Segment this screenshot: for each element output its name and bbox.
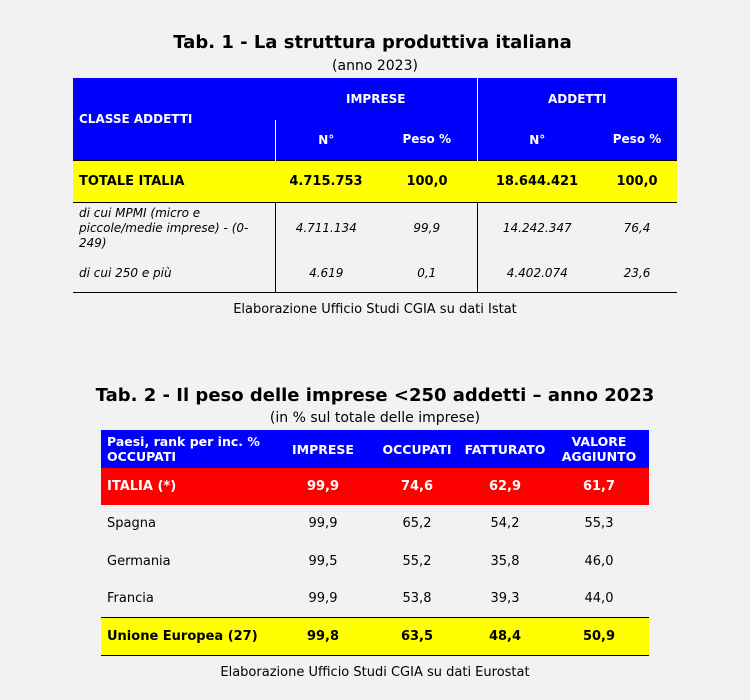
cell-paese: Germania: [107, 553, 171, 569]
cell-addetti-peso: 100,0: [597, 160, 677, 202]
cell-valore-aggiunto: 61,7: [549, 468, 649, 505]
cell-imprese-peso: 99,9: [413, 221, 441, 236]
cell-paese: Unione Europea (27): [101, 617, 273, 655]
cell-fatturato: 62,9: [461, 468, 549, 505]
cell-addetti-peso: 23,6: [597, 254, 677, 292]
table1-source: Elaborazione Ufficio Studi CGIA su dati Istat: [233, 302, 517, 317]
table2-header-row: [101, 430, 649, 468]
header-imprese: IMPRESE: [275, 78, 477, 120]
table2-title: Tab. 2 - Il peso delle imprese <250 addetti – anno 2023: [95, 385, 655, 406]
cell-imprese: 99,9: [308, 590, 338, 606]
cell-occupati: 63,5: [373, 617, 461, 655]
table1-header-row: [73, 78, 677, 120]
cell-imprese-peso: 100,0: [377, 160, 477, 202]
table-row: [101, 617, 649, 655]
row-label: di cui 250 e più: [73, 254, 275, 292]
header-paesi: Paesi, rank per inc. % OCCUPATI: [101, 430, 273, 468]
header-addetti: ADDETTI: [477, 78, 677, 120]
cell-valore-aggiunto: 46,0: [584, 553, 614, 569]
cell-valore-aggiunto: 44,0: [584, 590, 614, 606]
cell-imprese: 99,9: [308, 516, 338, 531]
cell-occupati: 65,2: [402, 516, 432, 531]
table-row: [73, 202, 677, 254]
table2-source: Elaborazione Ufficio Studi CGIA su dati Eurostat: [220, 665, 530, 680]
header-valore-aggiunto: VALORE AGGIUNTO: [549, 430, 649, 468]
cell-fatturato: 39,3: [490, 590, 520, 606]
cell-occupati: 74,6: [373, 468, 461, 505]
header-imprese-n: N°: [275, 120, 377, 160]
row-label: di cui MPMI (micro e piccole/medie imprese) - (0-249): [79, 205, 249, 250]
table-row: [101, 580, 649, 617]
header-addetti-peso: Peso %: [597, 120, 677, 160]
table2-subtitle: (in % sul totale delle imprese): [269, 410, 481, 426]
cell-fatturato: 35,8: [490, 553, 520, 569]
cell-addetti-n: 4.402.074: [477, 254, 597, 292]
cell-paese: ITALIA (*): [101, 468, 273, 505]
header-addetti-n: N°: [477, 120, 597, 160]
cell-fatturato: 48,4: [461, 617, 549, 655]
cell-imprese: 99,8: [273, 617, 373, 655]
header-fatturato: FATTURATO: [461, 430, 549, 468]
cell-imprese: 99,5: [308, 553, 338, 569]
cell-addetti-n: 18.644.421: [477, 160, 597, 202]
cell-imprese-peso: 0,1: [377, 254, 477, 292]
cell-paese: Spagna: [107, 516, 156, 531]
table1-title: Tab. 1 - La struttura produttiva italiana: [173, 32, 572, 53]
table2: [101, 430, 649, 656]
cell-addetti-peso: 76,4: [623, 221, 651, 236]
header-imprese: IMPRESE: [273, 430, 373, 468]
row-label: TOTALE ITALIA: [73, 160, 275, 202]
table-row: [101, 468, 649, 505]
cell-paese: Francia: [107, 590, 154, 606]
cell-occupati: 55,2: [402, 553, 432, 569]
cell-imprese-n: 4.715.753: [275, 160, 377, 202]
cell-imprese: 99,9: [273, 468, 373, 505]
cell-valore-aggiunto: 50,9: [549, 617, 649, 655]
header-occupati: OCCUPATI: [373, 430, 461, 468]
table-row: [101, 505, 649, 542]
cell-occupati: 53,8: [402, 590, 432, 606]
table1-subtitle: (anno 2023): [332, 58, 418, 74]
table1: [73, 78, 677, 293]
table-row: [101, 542, 649, 580]
header-imprese-peso: Peso %: [377, 120, 477, 160]
table-row: [73, 254, 677, 292]
cell-imprese-n: 4.711.134: [275, 202, 377, 254]
header-classe-addetti: CLASSE ADDETTI: [73, 78, 275, 160]
cell-valore-aggiunto: 55,3: [584, 516, 614, 531]
cell-fatturato: 54,2: [490, 516, 520, 531]
table-row: [73, 160, 677, 202]
cell-addetti-n: 14.242.347: [477, 202, 597, 254]
cell-imprese-n: 4.619: [275, 254, 377, 292]
